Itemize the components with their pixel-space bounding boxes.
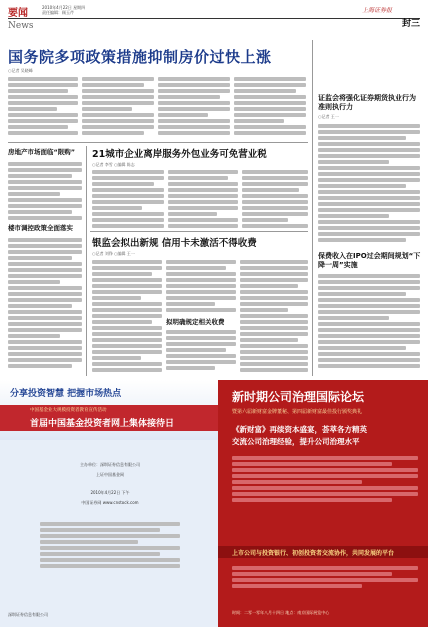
right-body-1 xyxy=(318,122,420,248)
lead-body-col-3 xyxy=(158,75,230,139)
center-sub-byline: ○记者 刘铮 ○编辑 王一 xyxy=(92,251,135,256)
forum-ad-subtitle: 暨第六届新财富金牌董秘、第四届新财富最佳投行颁奖典礼 xyxy=(232,409,363,415)
left-body-1 xyxy=(8,160,82,222)
section-label: News xyxy=(8,21,34,31)
fund-ad-host: 主办单位：深圳证券信息有限公司 xyxy=(80,462,140,467)
center-sub-body-col-1 xyxy=(92,258,162,376)
lead-rule xyxy=(8,142,308,143)
center-byline: ○记者 李雪 ○编辑 陈志 xyxy=(92,162,135,167)
forum-ad xyxy=(218,380,428,627)
center-body-col-2 xyxy=(168,168,238,228)
forum-ad-line-2: 交流公司治理经验，提升公司治理水平 xyxy=(232,437,360,446)
lead-body-col-2 xyxy=(82,75,154,139)
center-sub-body-col-2 xyxy=(166,258,236,316)
center-sub-headline: 银监会拟出新规 信用卡未激活不得收费 xyxy=(92,238,257,249)
forum-ad-time: 时间：二零一零年八月十四日 地点：南京国际展览中心 xyxy=(232,610,330,615)
right-headline-2: 保费收入在IPO过会期间规划“下降一周”实施 xyxy=(318,252,421,269)
fund-ad-list xyxy=(40,520,180,600)
dateline: 2010年4月22日 星期四 责任编辑：顾玉芹 xyxy=(42,5,86,15)
left-headline-2: 楼市调控政策全面落实 xyxy=(8,224,73,232)
forum-ad-strip-text: 上市公司与投资银行、初创投资者交流协作，共同发展的平台 xyxy=(232,550,395,557)
left-headline-1: 房地产市场面临“限购” xyxy=(8,148,76,156)
fund-ad-title: 首届中国基金投资者网上集体接待日 xyxy=(30,419,175,429)
right-byline: ○记者 王一 xyxy=(318,114,339,119)
lead-body-col-4 xyxy=(234,75,306,139)
masthead-bar xyxy=(8,4,420,19)
center-body-col-1 xyxy=(92,168,164,228)
right-body-2 xyxy=(318,272,420,376)
fund-ad-site: 中国证券网 www.cnstock.com xyxy=(81,500,139,505)
page-label: 封三 xyxy=(401,19,420,29)
center-rule xyxy=(90,231,308,232)
fund-ad-slogan: 分享投资智慧 把握市场热点 xyxy=(10,389,122,399)
fund-ad-date: 2010年4月22日 下午 xyxy=(90,490,130,495)
fund-ad xyxy=(0,380,218,627)
forum-ad-line-1: 《新财富》再续资本盛宴，荟萃各方精英 xyxy=(232,425,367,434)
column-divider-right xyxy=(312,40,313,376)
fund-ad-subtitle: 中国基金业大规模投资者教育宣传活动 xyxy=(30,408,107,413)
column-divider-left xyxy=(86,146,87,376)
center-headline: 21城市企业离岸服务外包业务可免营业税 xyxy=(92,149,267,160)
left-body-2 xyxy=(8,236,82,376)
brand-logo: 上海证券报 xyxy=(361,7,392,14)
fund-ad-footer: 深圳证券信息有限公司 xyxy=(8,612,48,617)
lead-byline: ○记者 吴晓峰 xyxy=(8,68,33,73)
forum-ad-body xyxy=(232,454,418,540)
forum-ad-details xyxy=(232,564,418,604)
center-small-headline: 拟明确规定相关收费 xyxy=(166,318,225,326)
center-sub-body-col-4 xyxy=(240,258,308,376)
fund-ad-cohost: 上证中国基金网 xyxy=(96,472,124,477)
center-sub-body-col-3 xyxy=(166,328,236,376)
right-headline-1: 证监会将强化证券期货执业行为准则执行力 xyxy=(318,94,416,111)
lead-headline: 国务院多项政策措施抑制房价过快上涨 xyxy=(8,48,272,66)
forum-ad-title: 新时期公司治理国际论坛 xyxy=(232,390,365,404)
center-body-col-3 xyxy=(242,168,308,228)
lead-body-col-1 xyxy=(8,75,78,139)
masthead-name: 要闻 xyxy=(8,8,28,19)
